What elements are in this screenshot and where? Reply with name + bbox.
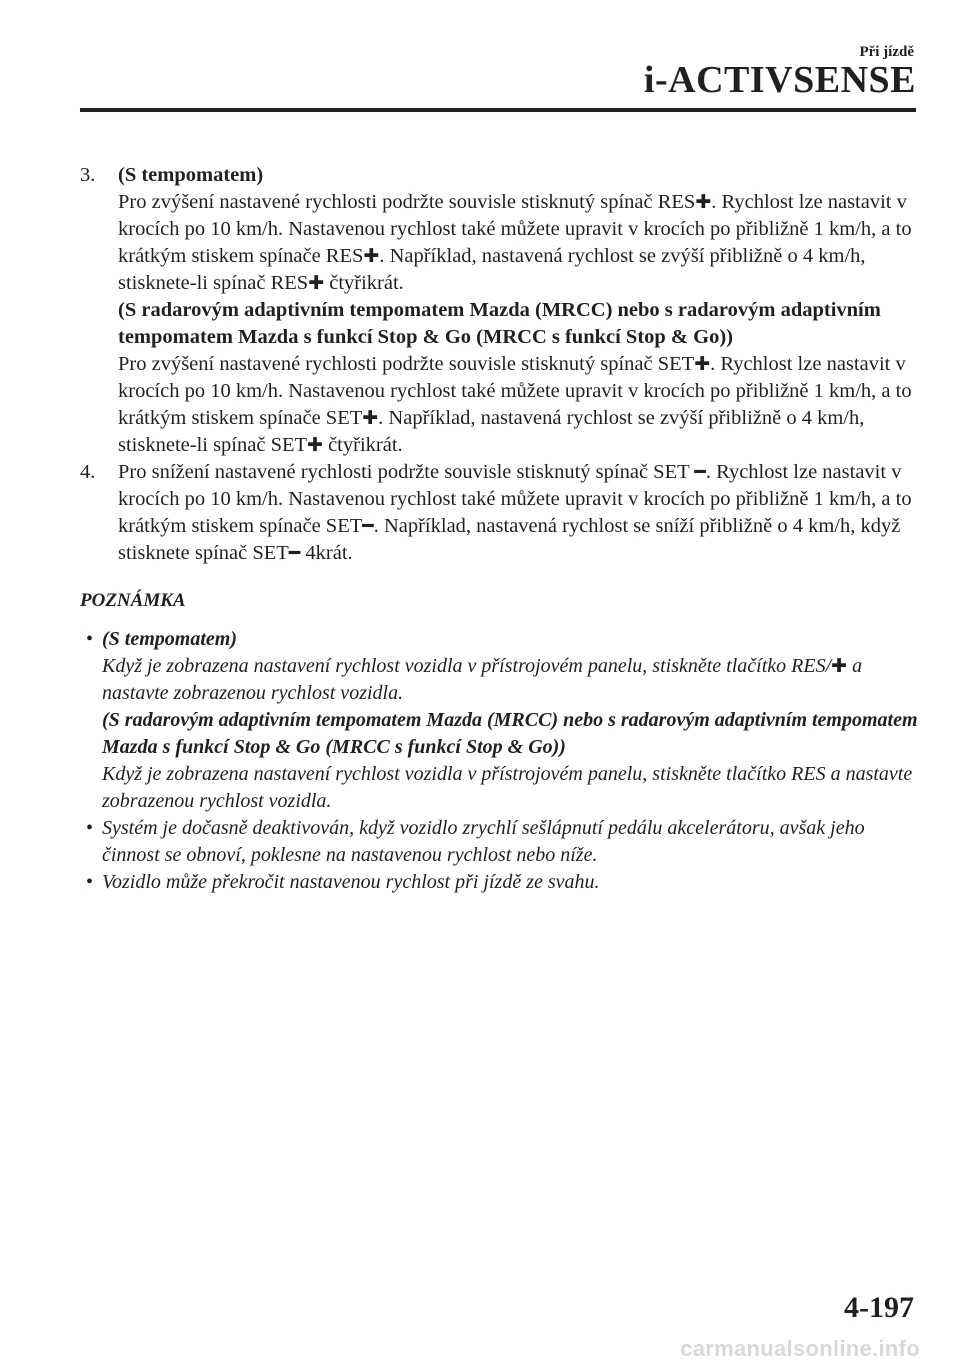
note-list: [80, 626, 920, 896]
paragraph-text: [118, 189, 920, 297]
text-segment: Když je zobrazena nastavení rychlost vozidla v přístrojovém panelu, stiskněte tlačítko RES/: [102, 655, 832, 677]
paragraph-text: [118, 351, 920, 459]
plus-icon: ✚: [363, 245, 380, 267]
plus-icon: ✚: [308, 272, 325, 294]
text-segment: . Rychlost lze nastavit v krocích po 10 km/h. Nastavenou rychlost také můžete upravit v krocích po přibližně 1 km/h, a to krátkým stiskem spínače SET: [118, 353, 912, 429]
running-header-chapter: i-ACTIVSENSE: [643, 59, 916, 101]
note-item: [80, 869, 920, 896]
text-segment: čtyřikrát.: [322, 434, 403, 456]
minus-icon: ━: [694, 461, 706, 483]
bullet-icon: •: [86, 628, 94, 650]
header-divider: [80, 108, 916, 112]
paragraph-heading: (S radarovým adaptivním tempomatem Mazda (MRCC) nebo s radarovým adaptivním tempomatem Mazda s funkcí Stop & Go (MRCC s funkcí Stop & Go)): [118, 299, 881, 348]
note-item: [80, 626, 920, 815]
paragraph-heading: (S radarovým adaptivním tempomatem Mazda (MRCC) nebo s radarovým adaptivním tempomatem Mazda s funkcí Stop & Go (MRCC s funkcí Stop & Go)): [102, 709, 918, 758]
page-number: 4-197: [844, 1291, 914, 1324]
bullet-icon: •: [86, 817, 94, 839]
bullet-icon: •: [86, 871, 94, 893]
text-segment: . Například, nastavená rychlost se sníží přibližně o 4 km/h, když stisknete spínač SET: [118, 515, 901, 564]
step-number: 4.: [80, 461, 96, 483]
paragraph-heading: (S tempomatem): [118, 164, 264, 186]
text-segment: 4krát.: [300, 542, 353, 564]
running-header-section: Při jízdě: [859, 44, 914, 60]
paragraph-text: Když je zobrazena nastavení rychlost vozidla v přístrojovém panelu, stiskněte tlačítko RES a nastavte zobrazenou rychlost vozidla.: [102, 763, 913, 812]
paragraph-text: [102, 653, 920, 707]
text-segment: . Například, nastavená rychlost se zvýší přibližně o 4 km/h, stisknete-li spínač RES: [118, 245, 866, 294]
plus-icon: ✚: [695, 191, 712, 213]
plus-icon: ✚: [831, 655, 848, 677]
page-content: [80, 162, 920, 896]
step-item: [80, 162, 920, 459]
text-segment: Pro zvýšení nastavené rychlosti podržte souvisle stisknutý spínač SET: [118, 353, 695, 375]
paragraph-text: Vozidlo může překročit nastavenou rychlost při jízdě ze svahu.: [102, 871, 600, 893]
minus-icon: ━: [362, 515, 374, 537]
text-segment: . Například, nastavená rychlost se zvýší přibližně o 4 km/h, stisknete-li spínač SET: [118, 407, 865, 456]
text-segment: Pro snížení nastavené rychlosti podržte souvisle stisknutý spínač SET: [118, 461, 695, 483]
plus-icon: ✚: [694, 353, 711, 375]
watermark: carmanualsonline.info: [680, 1336, 920, 1361]
minus-icon: ━: [288, 542, 301, 564]
plus-icon: ✚: [362, 407, 379, 429]
paragraph-text: Systém je dočasně deaktivován, když vozidlo zrychlí sešlápnutí pedálu akcelerátoru, avšak jeho činnost se obnoví, poklesne na nastavenou rychlost nebo níže.: [102, 817, 865, 866]
note-title: POZNÁMKA: [80, 590, 186, 611]
step-item: [80, 459, 920, 567]
paragraph-heading: (S tempomatem): [102, 628, 237, 650]
note-item: [80, 815, 920, 869]
paragraph-text: [118, 459, 920, 567]
plus-icon: ✚: [307, 434, 323, 456]
instruction-steps: [80, 162, 920, 567]
text-segment: a nastavte zobrazenou rychlost vozidla.: [102, 655, 863, 704]
text-segment: . Rychlost lze nastavit v krocích po 10 km/h. Nastavenou rychlost také můžete upravit v krocích po přibližně 1 km/h, a to krátkým stiskem spínače SET: [118, 461, 912, 537]
text-segment: čtyřikrát.: [324, 272, 404, 294]
step-number: 3.: [80, 164, 96, 186]
text-segment: . Rychlost lze nastavit v krocích po 10 km/h. Nastavenou rychlost také můžete upravit v krocích po přibližně 1 km/h, a to krátkým stiskem spínače RES: [118, 191, 912, 267]
text-segment: Pro zvýšení nastavené rychlosti podržte souvisle stisknutý spínač RES: [118, 191, 696, 213]
